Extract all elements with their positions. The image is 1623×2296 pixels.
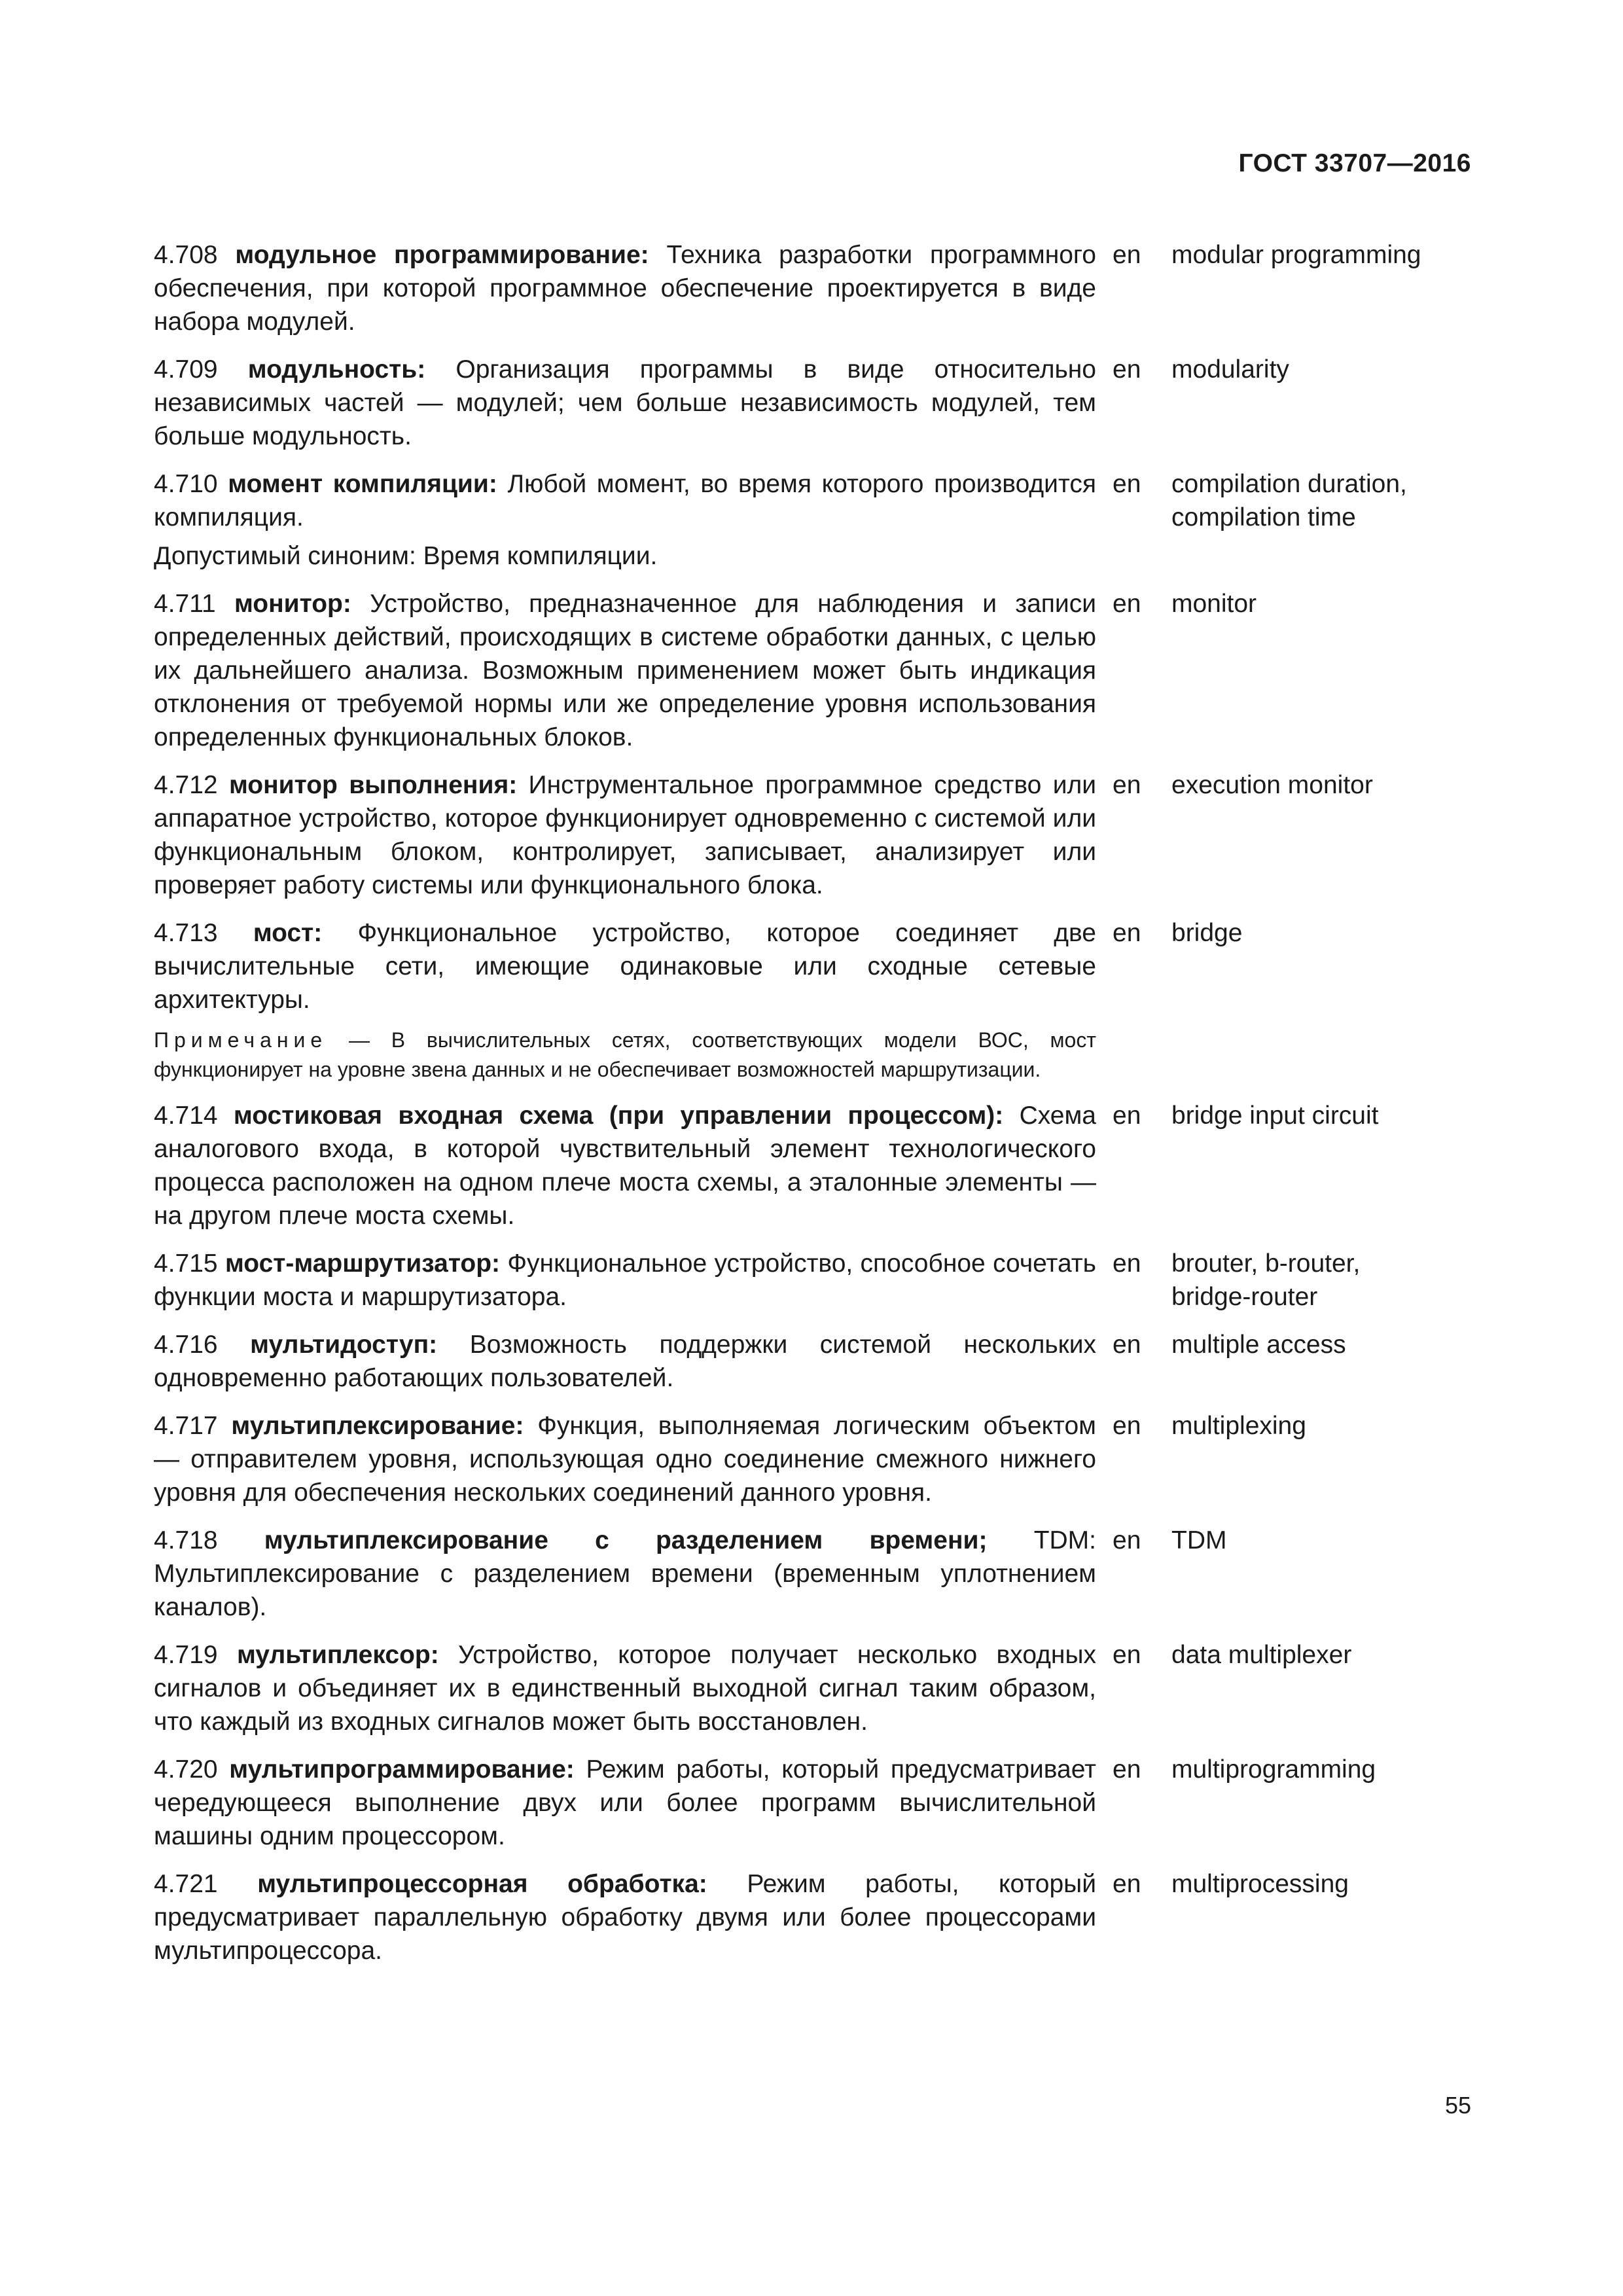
term-entry — [154, 353, 1469, 453]
term-definition — [154, 1409, 1096, 1509]
term-definition-block — [154, 1638, 1096, 1738]
term-entry — [154, 1524, 1469, 1624]
term-entry — [154, 916, 1469, 1085]
term-definition — [154, 467, 1096, 534]
term-definition — [154, 587, 1096, 754]
english-term: monitor — [1171, 590, 1257, 618]
term-name: мультиплексирование с разделением времени; — [264, 1526, 988, 1554]
term-definition-block — [154, 587, 1096, 754]
page-number: 55 — [1444, 2092, 1471, 2119]
term-entry — [154, 1867, 1469, 1967]
english-equivalent — [1171, 587, 1469, 620]
term-number: 4.714 — [154, 1102, 218, 1130]
english-term: bridge — [1171, 919, 1243, 947]
english-equivalent — [1171, 353, 1469, 386]
english-equivalent — [1171, 1328, 1469, 1361]
term-number: 4.712 — [154, 771, 218, 799]
term-entry — [154, 238, 1469, 338]
term-number: 4.720 — [154, 1755, 218, 1784]
term-entry — [154, 1328, 1469, 1395]
term-number: 4.708 — [154, 241, 218, 269]
term-definition — [154, 1753, 1096, 1853]
language-code: en — [1113, 1249, 1141, 1278]
term-synonym: Допустимый синоним: Время компиляции. — [154, 542, 658, 570]
english-term: TDM — [1171, 1526, 1227, 1554]
english-term: bridge-router — [1171, 1283, 1318, 1311]
term-entry — [154, 768, 1469, 902]
term-entry — [154, 1753, 1469, 1853]
language-code: en — [1113, 1641, 1141, 1669]
english-term: brouter, b-router, — [1171, 1249, 1361, 1278]
term-entry — [154, 1247, 1469, 1314]
term-definition — [154, 238, 1096, 338]
term-number: 4.718 — [154, 1526, 218, 1554]
english-term: modularity — [1171, 355, 1289, 384]
term-entry — [154, 467, 1469, 573]
term-entry — [154, 1409, 1469, 1509]
term-number: 4.721 — [154, 1870, 218, 1898]
term-entry — [154, 587, 1469, 754]
term-number: 4.709 — [154, 355, 218, 384]
english-equivalent — [1171, 768, 1469, 802]
english-equivalent — [1171, 238, 1469, 272]
english-equivalent — [1171, 1409, 1469, 1443]
term-definition-block — [154, 916, 1096, 1085]
language-code: en — [1113, 590, 1141, 618]
term-note — [154, 1026, 1096, 1085]
language-code: en — [1113, 771, 1141, 799]
term-definition — [154, 1524, 1096, 1624]
term-definition — [154, 1328, 1096, 1395]
term-definition — [154, 1867, 1096, 1967]
term-definition-block — [154, 1524, 1096, 1624]
english-term: multiprocessing — [1171, 1870, 1349, 1898]
term-definition-text: Функциональное устройство, которое соединяет две вычислительные сети, имеющие одинаковые или сходные сетевые архитектуры. — [154, 919, 1097, 1014]
term-definition-text: Режим работы, который предусматривает чередующееся выполнение двух или более программ вычислительной машины одним процессором. — [154, 1755, 1096, 1850]
term-definition-text: Режим работы, который предусматривает параллельную обработку двумя или более процессорами мультипроцессора. — [154, 1870, 1096, 1965]
english-equivalent — [1171, 1099, 1469, 1132]
language-code: en — [1113, 1526, 1141, 1554]
term-number: 4.710 — [154, 470, 218, 498]
english-term: compilation duration, — [1171, 470, 1407, 498]
term-definition-text: Техника разработки программного обеспечения, при которой программное обеспечение проектируется в виде набора модулей. — [154, 241, 1096, 336]
term-number: 4.713 — [154, 919, 218, 947]
english-term: multiprogramming — [1171, 1755, 1376, 1784]
term-definition-text: Инструментальное программное средство или аппаратное устройство, которое функционирует одновременно с системой или функциональным блоком, контролирует, записывает, анализирует или проверяет работу системы или функционального блока. — [154, 771, 1097, 899]
english-term: multiple access — [1171, 1331, 1346, 1359]
term-definition — [154, 353, 1096, 453]
terms-list — [154, 238, 1469, 1982]
term-definition-block — [154, 238, 1096, 338]
term-number: 4.719 — [154, 1641, 218, 1669]
term-definition-text: Организация программы в виде относительно независимых частей — модулей; чем больше независимость модулей, тем больше модульность. — [154, 355, 1096, 450]
term-definition-block — [154, 353, 1096, 453]
language-code: en — [1113, 1102, 1141, 1130]
english-term: modular programming — [1171, 241, 1421, 269]
english-equivalent — [1171, 916, 1469, 950]
term-number: 4.716 — [154, 1331, 218, 1359]
term-entry — [154, 1638, 1469, 1738]
english-equivalent — [1171, 1638, 1469, 1672]
english-equivalent — [1171, 1247, 1469, 1314]
term-definition-text: Схема аналогового входа, в которой чувствительный элемент технологического процесса расположен на одном плече моста схемы, а эталонные элементы — на другом плече моста схемы. — [154, 1102, 1096, 1230]
term-name: мультиплексирование: — [231, 1412, 524, 1440]
term-number: 4.717 — [154, 1412, 218, 1440]
term-definition-block — [154, 1867, 1096, 1967]
term-name: мостиковая входная схема (при управлении процессом): — [233, 1102, 1004, 1130]
term-name: мост-маршрутизатор: — [224, 1249, 501, 1278]
english-term: bridge input circuit — [1171, 1102, 1379, 1130]
language-code: en — [1113, 241, 1141, 269]
term-definition — [154, 1099, 1096, 1232]
term-name: модульное программирование: — [235, 241, 649, 269]
language-code: en — [1113, 1412, 1141, 1440]
english-equivalent — [1171, 1524, 1469, 1557]
term-entry — [154, 1099, 1469, 1232]
term-name: мультиплексор: — [236, 1641, 439, 1669]
language-code: en — [1113, 355, 1141, 384]
term-name: модульность: — [247, 355, 426, 384]
document-header: ГОСТ 33707—2016 — [1238, 149, 1471, 177]
language-code: en — [1113, 1331, 1141, 1359]
english-equivalent — [1171, 1867, 1469, 1901]
term-definition — [154, 768, 1096, 902]
english-equivalent — [1171, 1753, 1469, 1786]
term-definition-text: Возможность поддержки системой нескольких одновременно работающих пользователей. — [154, 1331, 1097, 1392]
term-definition — [154, 1247, 1096, 1314]
note-text: — В вычислительных сетях, соответствующих модели ВОС, мост функционирует на уровне звена данных и не обеспечивает возможностей маршрутизации. — [154, 1028, 1096, 1081]
term-definition-block — [154, 1247, 1096, 1314]
term-number: 4.711 — [154, 590, 216, 618]
term-name: монитор: — [234, 590, 351, 618]
term-definition-block — [154, 467, 1096, 573]
term-definition-block — [154, 1409, 1096, 1509]
term-definition-text: Функциональное устройство, способное сочетать функции моста и маршрутизатора. — [154, 1249, 1096, 1311]
english-term: multiplexing — [1171, 1412, 1306, 1440]
english-term: data multiplexer — [1171, 1641, 1352, 1669]
note-label: Примечание — [154, 1028, 328, 1052]
term-definition-text: TDM: Мультиплексирование с разделением времени (временным уплотнением каналов). — [154, 1526, 1096, 1621]
term-number: 4.715 — [154, 1249, 218, 1278]
term-name: мост: — [253, 919, 323, 947]
term-definition-text: Функция, выполняемая логическим объектом — отправителем уровня, использующая одно соединение смежного нижнего уровня для обеспечения нескольких соединений данного уровня. — [154, 1412, 1096, 1507]
language-code: en — [1113, 919, 1141, 947]
english-term: execution monitor — [1171, 771, 1373, 799]
term-definition-block — [154, 768, 1096, 902]
term-name: мультипрограммирование: — [229, 1755, 575, 1784]
english-term: compilation time — [1171, 503, 1356, 531]
language-code: en — [1113, 1870, 1141, 1898]
language-code: en — [1113, 470, 1141, 498]
term-definition — [154, 916, 1096, 1016]
term-name: момент компиляции: — [228, 470, 497, 498]
term-name: мультидоступ: — [250, 1331, 438, 1359]
term-definition-block — [154, 1328, 1096, 1395]
language-code: en — [1113, 1755, 1141, 1784]
english-equivalent — [1171, 467, 1469, 534]
term-definition-block — [154, 1753, 1096, 1853]
term-definition-block — [154, 1099, 1096, 1232]
term-definition-text: Любой момент, во время которого производится компиляция. — [154, 470, 1096, 531]
term-name: монитор выполнения: — [228, 771, 518, 799]
term-definition — [154, 1638, 1096, 1738]
term-definition-text: Устройство, которое получает несколько входных сигналов и объединяет их в единственный выходной сигнал таким образом, что каждый из входных сигналов может быть восстановлен. — [154, 1641, 1096, 1736]
term-definition-text: Устройство, предназначенное для наблюдения и записи определенных действий, происходящих в системе обработки данных, с целью их дальнейшего анализа. Возможным применением может быть индикация отклонения от требуемой нормы или же определение уровня использования определенных функциональных блоков. — [154, 590, 1096, 751]
term-name: мультипроцессорная обработка: — [257, 1870, 707, 1898]
